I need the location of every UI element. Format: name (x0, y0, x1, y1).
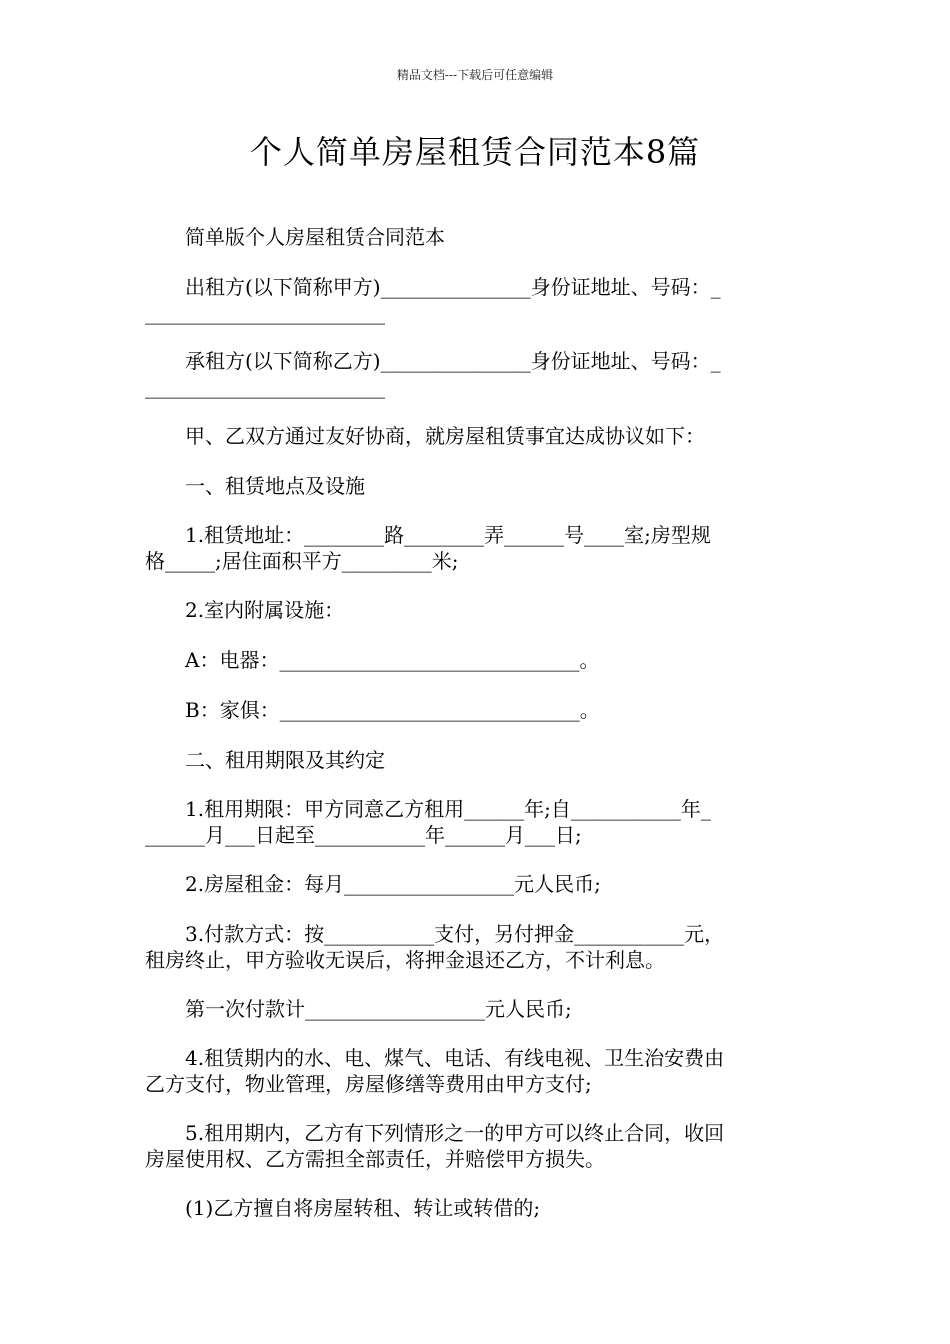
paragraph-payment-method: 3.付款方式：按___________支付，另付押金___________元， 租房终止，甲方验收无误后，将押金退还乙方，不计利息。 (145, 922, 725, 972)
paragraph-utilities: 4.租赁期内的水、电、煤气、电话、有线电视、卫生治安费由 乙方支付，物业管理，房屋修缮等费用由甲方支付; (145, 1046, 725, 1096)
paragraph-sublet-clause: (1)乙方擅自将房屋转租、转让或转借的; (145, 1196, 541, 1220)
paragraph-lessee: 承租方(以下简称乙方)_______________身份证地址、号码：_ ________________________ (145, 349, 721, 399)
paragraph-furniture: B：家俱：______________________________。 (145, 698, 600, 722)
paragraph-rent: 2.房屋租金：每月_________________元人民币; (145, 872, 601, 896)
paragraph-subtitle: 简单版个人房屋租赁合同范本 (145, 225, 445, 249)
document-title: 个人简单房屋租赁合同范本8篇 (249, 133, 701, 171)
section-heading-location: 一、租赁地点及设施 (145, 474, 365, 498)
paragraph-address: 1.租赁地址：________路________弄______号____室;房型规 格_____;居住面积平方_________米; (145, 523, 711, 573)
paragraph-appliances: A：电器：______________________________。 (145, 648, 600, 672)
paragraph-first-payment: 第一次付款计__________________元人民币; (145, 997, 572, 1021)
paragraph-agreement-intro: 甲、乙双方通过友好协商，就房屋租赁事宜达成协议如下： (145, 424, 705, 448)
section-heading-term: 二、租用期限及其约定 (145, 748, 385, 772)
paragraph-lease-term: 1.租用期限：甲方同意乙方租用______年;自___________年_ ______月___日起至___________年______月___日; (145, 797, 711, 847)
paragraph-termination: 5.租用期内，乙方有下列情形之一的甲方可以终止合同，收回 房屋使用权、乙方需担全部责任，并赔偿甲方损失。 (145, 1121, 725, 1171)
header-note: 精品文档---下载后可任意编辑 (396, 68, 554, 82)
paragraph-facilities: 2.室内附属设施： (145, 598, 345, 622)
paragraph-lessor: 出租方(以下简称甲方)_______________身份证地址、号码：_ ________________________ (145, 275, 721, 325)
